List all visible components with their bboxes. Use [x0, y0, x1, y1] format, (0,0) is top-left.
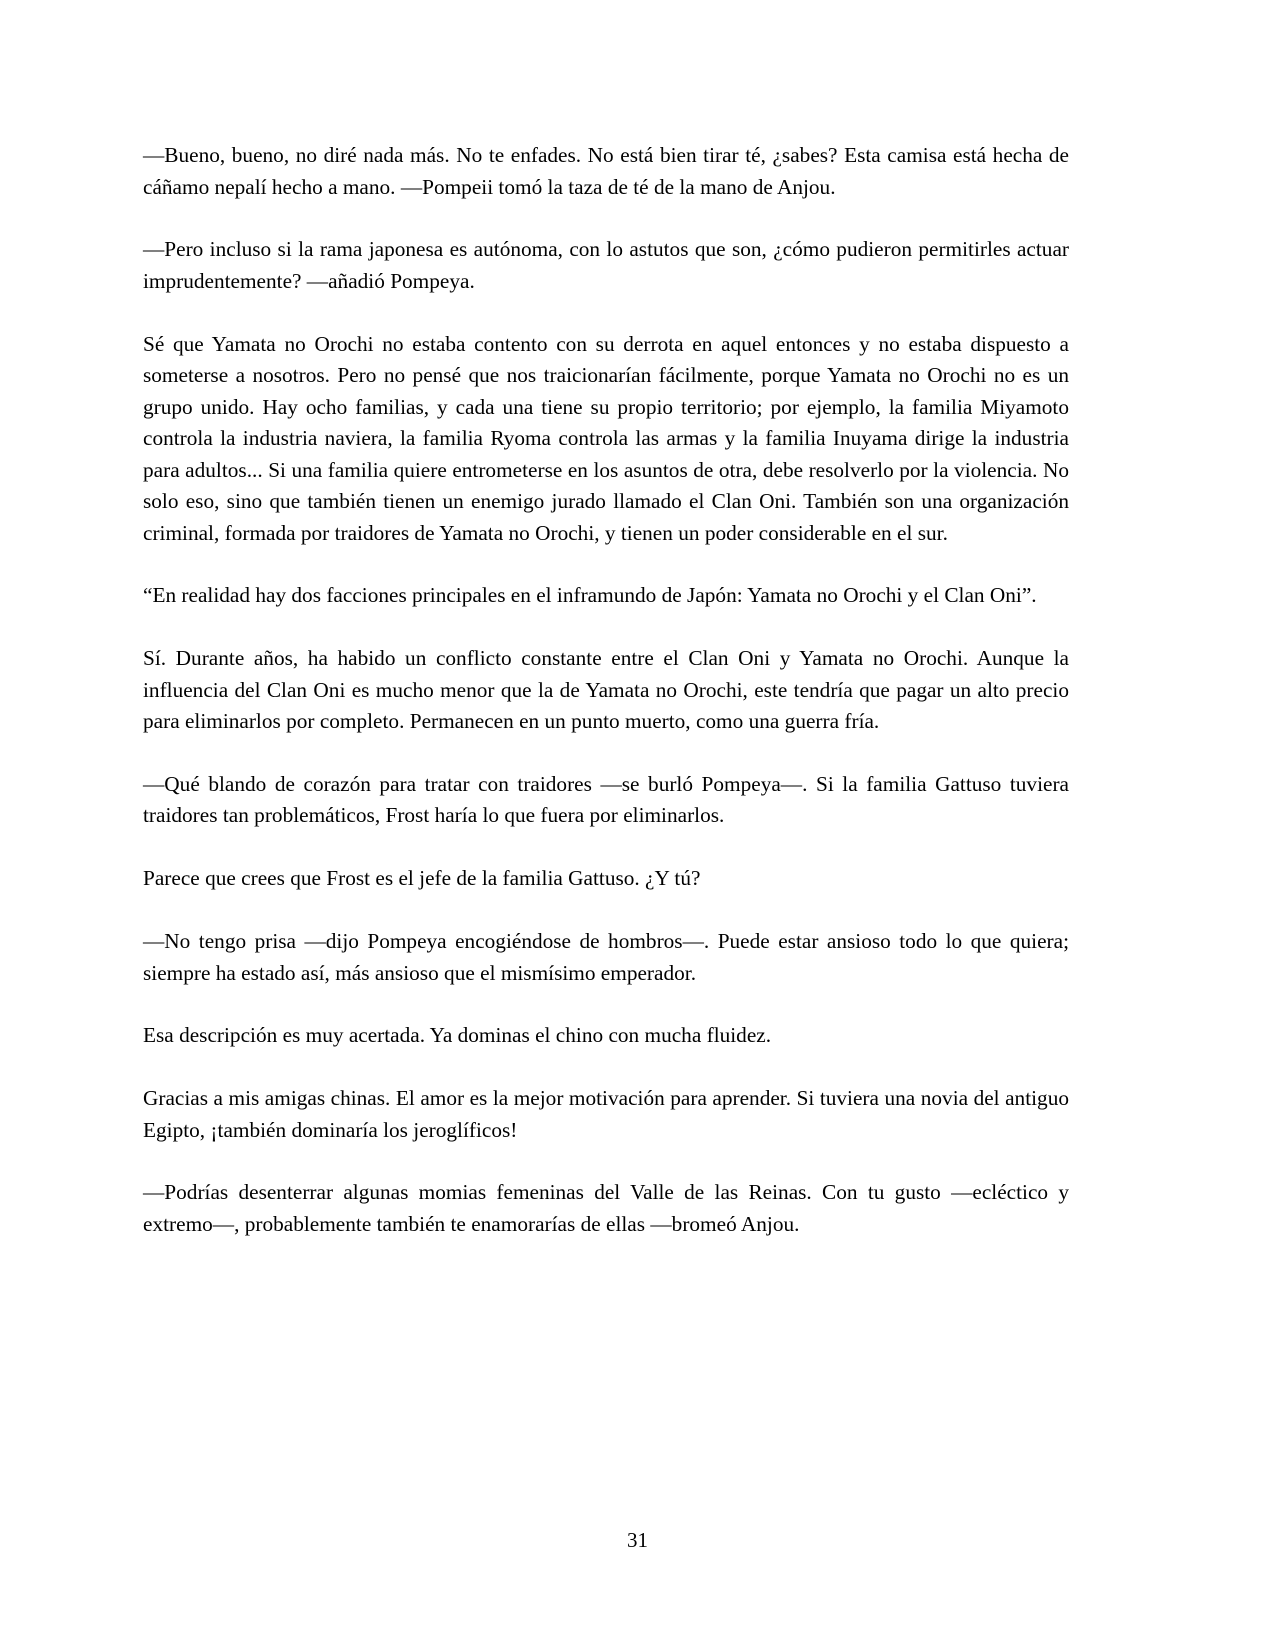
paragraph: Sé que Yamata no Orochi no estaba contento con su derrota en aquel entonces y no estaba dispuesto a someterse a nosotros. Pero no pensé que nos traicionarían fácilmente, porque Yamata no Orochi no es un grupo unido. Hay ocho familias, y cada una tiene su propio territorio; por ejemplo, la familia Miyamoto controla la industria naviera, la familia Ryoma controla las armas y la familia Inuyama dirige la industria para adultos... Si una familia quiere entrometerse en los asuntos de otra, debe resolverlo por la violencia. No solo eso, sino que también tienen un enemigo jurado llamado el Clan Oni. También son una organización criminal, formada por traidores de Yamata no Orochi, y tienen un poder considerable en el sur.: [143, 331, 1069, 545]
paragraph: —Pero incluso si la rama japonesa es autónoma, con lo astutos que son, ¿cómo pudieron permitirles actuar imprudentemente? —añadió Pompeya.: [143, 237, 1069, 293]
paragraph: Parece que crees que Frost es el jefe de la familia Gattuso. ¿Y tú?: [143, 866, 701, 891]
paragraph: —Bueno, bueno, no diré nada más. No te enfades. No está bien tirar té, ¿sabes? Esta camisa está hecha de cáñamo nepalí hecho a mano. —Pompeii tomó la taza de té de la mano de Anjou.: [143, 143, 1069, 199]
paragraph: —Podrías desenterrar algunas momias femeninas del Valle de las Reinas. Con tu gusto —ecléctico y extremo—, probablemente también te enamorarías de ellas —bromeó Anjou.: [143, 1180, 1069, 1236]
paragraph: Esa descripción es muy acertada. Ya dominas el chino con mucha fluidez.: [143, 1023, 772, 1048]
page-number: 31: [627, 1528, 648, 1552]
paragraph: “En realidad hay dos facciones principales en el inframundo de Japón: Yamata no Orochi y el Clan Oni”.: [143, 583, 1037, 608]
paragraph: —Qué blando de corazón para tratar con traidores —se burló Pompeya—. Si la familia Gattuso tuviera traidores tan problemáticos, Frost haría lo que fuera por eliminarlos.: [143, 771, 1069, 828]
paragraph: Sí. Durante años, ha habido un conflicto constante entre el Clan Oni y Yamata no Orochi. Aunque la influencia del Clan Oni es mucho menor que la de Yamata no Orochi, este tendría que pagar un alto precio para eliminarlos por completo. Permanecen en un punto muerto, como una guerra fría.: [143, 646, 1069, 734]
paragraph: Gracias a mis amigas chinas. El amor es la mejor motivación para aprender. Si tuviera una novia del antiguo Egipto, ¡también dominaría los jeroglíficos!: [143, 1086, 1069, 1142]
paragraph: —No tengo prisa —dijo Pompeya encogiéndose de hombros—. Puede estar ansioso todo lo que quiera; siempre ha estado así, más ansioso que el mismísimo emperador.: [143, 929, 1069, 985]
body-text: [143, 140, 1069, 1272]
